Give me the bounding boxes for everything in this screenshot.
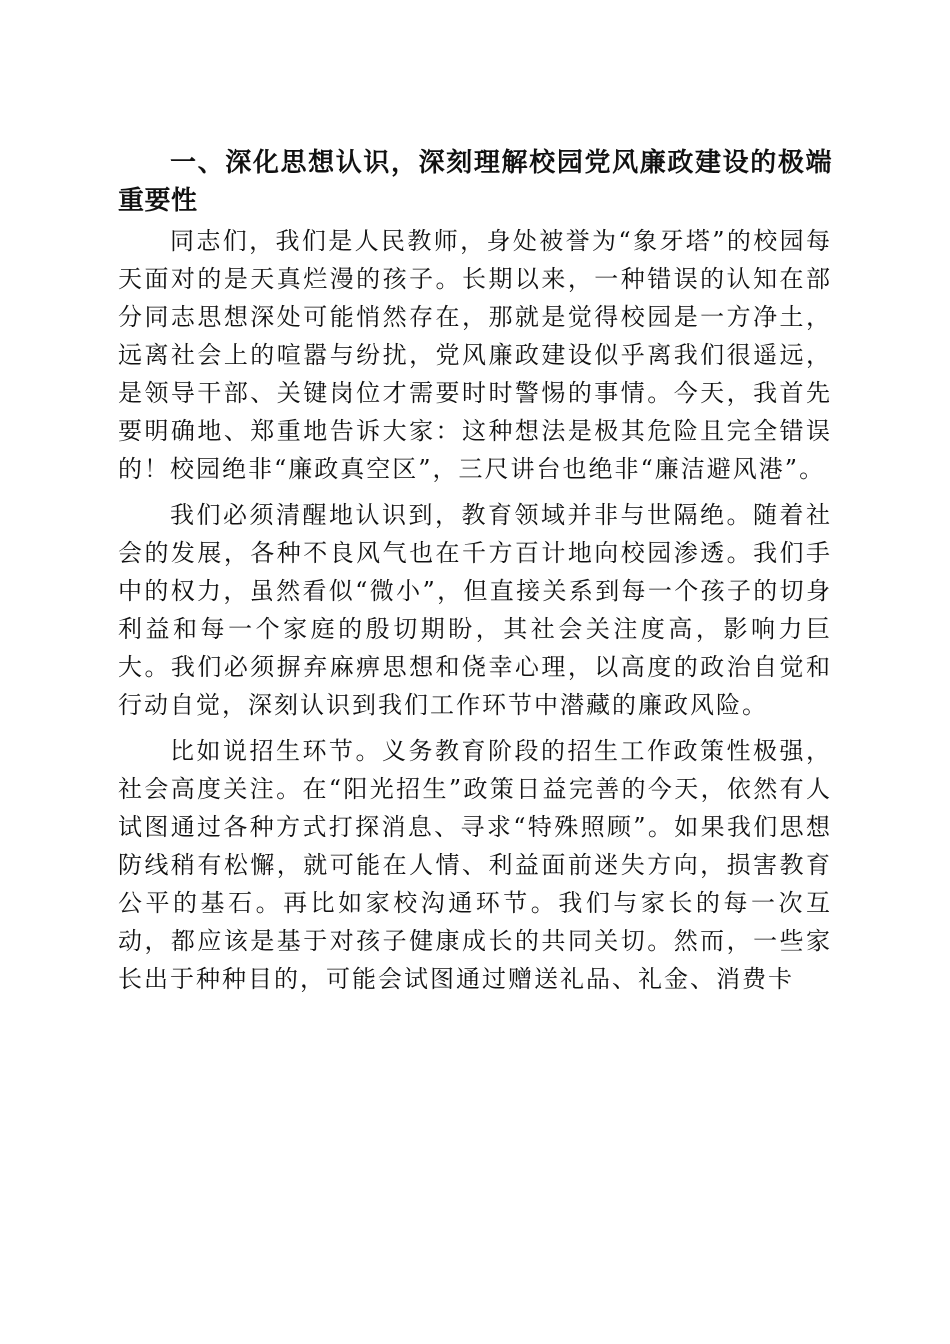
section-heading: 一、深化思想认识，深刻理解校园党风廉政建设的极端重要性 [118,148,832,216]
paragraph-2: 我们必须清醒地认识到，教育领域并非与世隔绝。随着社会的发展，各种不良风气也在千方百计地向校园渗透。我们手中的权力，虽然看似“微小”，但直接关系到每一个孩子的切身利益和每一个家庭的殷切期盼，其社会关注度高，影响力巨大。我们必须摒弃麻痹思想和侥幸心理，以高度的政治自觉和行动自觉，深刻认识到我们工作环节中潜藏的廉政风险。 [118,501,832,719]
paragraph-3: 比如说招生环节。义务教育阶段的招生工作政策性极强，社会高度关注。在“阳光招生”政策日益完善的今天，依然有人试图通过各种方式打探消息、寻求“特殊照顾”。如果我们思想防线稍有松懈，就可能在人情、利益面前迷失方向，损害教育公平的基石。再比如家校沟通环节。我们与家长的每一次互动，都应该是基于对孩子健康成长的共同关切。然而，一些家长出于种种目的，可能会试图通过赠送礼品、礼金、消费卡 [118,737,832,993]
paragraph-1: 同志们，我们是人民教师，身处被誉为“象牙塔”的校园每天面对的是天真烂漫的孩子。长期以来，一种错误的认知在部分同志思想深处可能悄然存在，那就是觉得校园是一方净土，远离社会上的喧嚣与纷扰，党风廉政建设似乎离我们很遥远，是领导干部、关键岗位才需要时时警惕的事情。今天，我首先要明确地、郑重地告诉大家：这种想法是极其危险且完全错误的！校园绝非“廉政真空区”，三尺讲台也绝非“廉洁避风港”。 [118,227,832,483]
document-body [118,144,832,1006]
